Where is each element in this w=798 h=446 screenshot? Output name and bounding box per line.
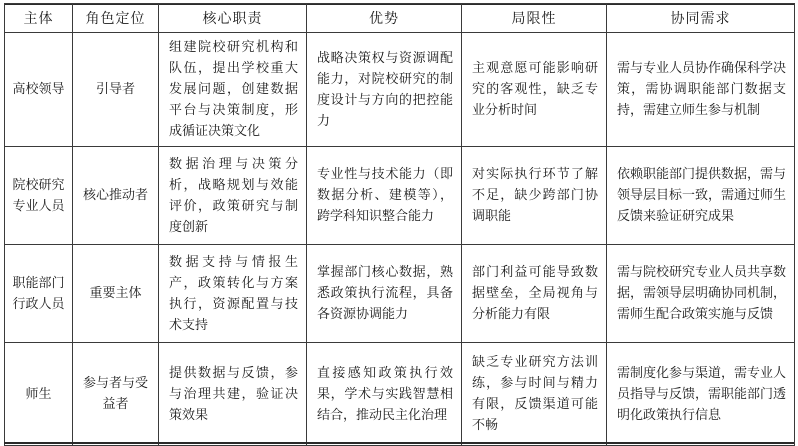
header-role: 角色定位 <box>73 4 159 33</box>
cell-need: 依赖职能部门提供数据，需与领导层目标一致，需通过师生反馈来验证研究成果 <box>607 147 795 245</box>
cell-subject: 高校领导 <box>5 33 73 147</box>
cell-duty: 提供数据与反馈，参与治理共建，验证决策效果 <box>159 343 307 446</box>
table-header-row <box>5 4 795 33</box>
collaboration-table <box>4 3 795 446</box>
header-limitation: 局限性 <box>462 4 607 33</box>
cell-limitation: 主观意愿可能影响研究的客观性，缺乏专业分析时间 <box>462 33 607 147</box>
table-bottom-rule <box>4 442 794 444</box>
cell-advantage: 直接感知政策执行效果，学术与实践智慧相结合，推动民主化治理 <box>307 343 462 446</box>
cell-role: 重要主体 <box>73 245 159 343</box>
cell-need: 需与专业人员协作确保科学决策，需协调职能部门数据支持，需建立师生参与机制 <box>607 33 795 147</box>
collaboration-table-container <box>4 3 794 443</box>
header-subject: 主体 <box>5 4 73 33</box>
table-row <box>5 245 795 343</box>
cell-role: 引导者 <box>73 33 159 147</box>
header-advantage: 优势 <box>307 4 462 33</box>
cell-role: 参与者与受益者 <box>73 343 159 446</box>
cell-duty: 组建院校研究机构和队伍，提出学校重大发展问题，创建数据平台与决策制度，形成循证决策文化 <box>159 33 307 147</box>
cell-subject: 院校研究专业人员 <box>5 147 73 245</box>
cell-duty: 数据支持与情报生产，政策转化与方案执行，资源配置与技术支持 <box>159 245 307 343</box>
cell-limitation: 对实际执行环节了解不足，缺少跨部门协调职能 <box>462 147 607 245</box>
cell-advantage: 掌握部门核心数据，熟悉政策执行流程，具备各资源协调能力 <box>307 245 462 343</box>
cell-duty: 数据治理与决策分析，战略规划与效能评价，政策研究与制度创新 <box>159 147 307 245</box>
table-row <box>5 147 795 245</box>
cell-need: 需与院校研究专业人员共享数据，需领导层明确协同机制，需师生配合政策实施与反馈 <box>607 245 795 343</box>
cell-limitation: 部门利益可能导致数据壁垒，全局视角与分析能力有限 <box>462 245 607 343</box>
header-need: 协同需求 <box>607 4 795 33</box>
cell-need: 需制度化参与渠道，需专业人员指导与反馈，需职能部门透明化政策执行信息 <box>607 343 795 446</box>
cell-limitation: 缺乏专业研究方法训练，参与时间与精力有限，反馈渠道可能不畅 <box>462 343 607 446</box>
cell-subject: 师生 <box>5 343 73 446</box>
cell-role: 核心推动者 <box>73 147 159 245</box>
cell-advantage: 战略决策权与资源调配能力，对院校研究的制度设计与方向的把控能力 <box>307 33 462 147</box>
table-row <box>5 343 795 446</box>
table-row <box>5 33 795 147</box>
header-duty: 核心职责 <box>159 4 307 33</box>
cell-advantage: 专业性与技术能力（即数据分析、建模等），跨学科知识整合能力 <box>307 147 462 245</box>
cell-subject: 职能部门行政人员 <box>5 245 73 343</box>
